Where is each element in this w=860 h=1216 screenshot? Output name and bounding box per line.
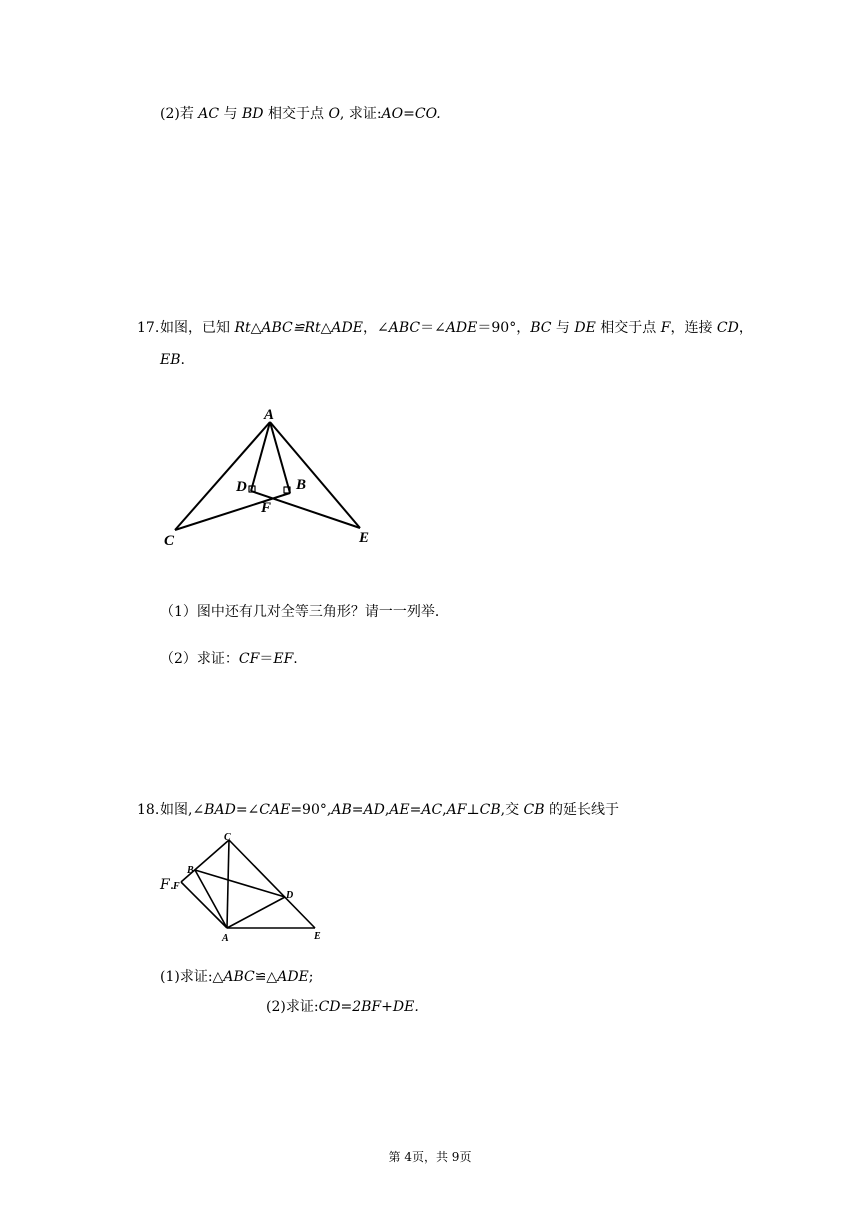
page-footer: 第 4页，共 9页 [388,1150,472,1164]
q17-part1: （1）图中还有几对全等三角形？请一一列举． [160,604,449,620]
q16-part2: (2)若 AC 与 BD 相交于点 O, 求证:AO=CO. [160,106,441,122]
q17-line2: EB. [160,352,185,368]
q17-label-A: A [264,407,275,423]
q18-label-F: F [173,881,180,892]
q18-part2: (2)求证:CD=2BF+DE. [266,999,419,1015]
q17-part2: （2）求证：CF＝EF. [160,651,298,667]
q18-label-C: C [224,832,231,843]
q18-number: 18. [137,802,160,818]
q18-tail: F. [160,877,175,893]
q17-number: 17. [137,320,160,336]
q18-part1: (1)求证:△ABC≌△ADE; [160,969,314,985]
q18-label-B: B [187,865,194,876]
q17-line1: 17.如图，已知 Rt△ABC≌Rt△ADE，∠ABC＝∠ADE＝90°，BC 与 DE 相交于点 F，连接 CD， [137,320,753,336]
q17-label-B: B [296,477,307,493]
q18-label-A: A [222,933,229,944]
q17-label-D: D [236,479,247,495]
q17-label-F: F [261,500,272,516]
q17-label-E: E [359,530,370,546]
q17-label-C: C [164,533,175,549]
q18-label-D: D [286,890,294,901]
q17-figure [160,405,390,550]
q18-label-E: E [314,931,321,942]
q18-figure [168,828,338,946]
q18-line1: 18.如图,∠BAD=∠CAE=90°,AB=AD,AE=AC,AF⊥CB,交 CB 的延长线于 [137,802,619,818]
